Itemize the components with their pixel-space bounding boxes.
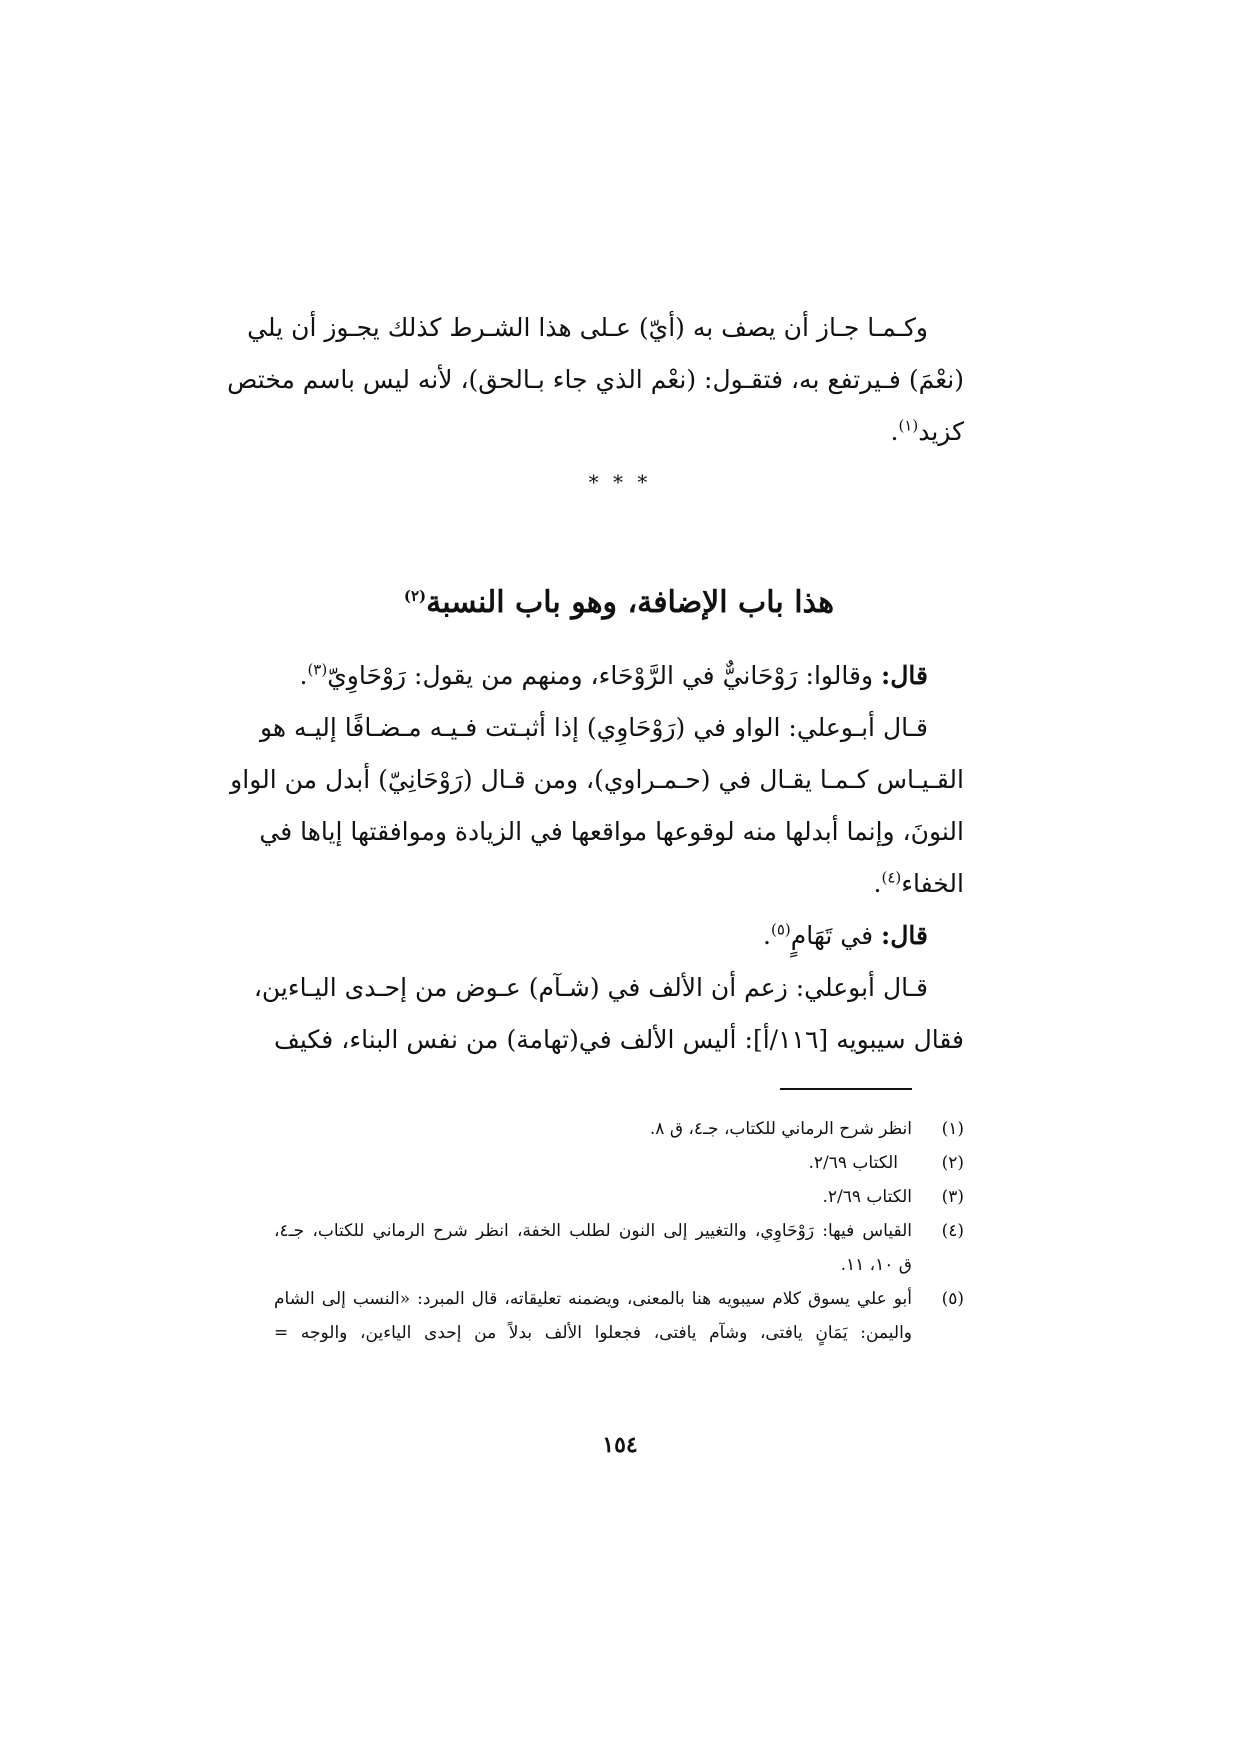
paragraph-line: وكـمـا جـاز أن يصف به (أيّ) عـلى هذا الشـرط كذلك يجـوز أن يلي (247, 313, 928, 342)
qala-line (274, 910, 964, 962)
qala-label: قال: (881, 921, 928, 950)
paragraph-line: قـال أبوعلي: زعم أن الألف في (شـآم) عـوض من إحـدى اليـاءين، (253, 973, 928, 1002)
paragraph-line: النونَ، وإنما أبدلها منه لوقوعها مواقعها في الزيادة وموافقتها إياها في (259, 817, 964, 846)
paragraph-line: القـيـاس كـمـا يقـال في (حـمـراوي)، ومن قـال (رَوْحَانِيّ) أبدل من الواو (230, 765, 964, 794)
page-number: ١٥٤ (602, 1432, 638, 1458)
footnote (274, 1282, 964, 1350)
paragraph-line: قـال أبـوعلي: الواو في (رَوْحَاوِي) إذا أثبـتت فـيـه مـضـافًا إليـه هو (259, 713, 928, 742)
footnote-number: (٢) (941, 1153, 964, 1173)
footnote-ref: (٣) (307, 660, 328, 679)
section-body (230, 650, 964, 1066)
paragraph-line-text: كزيد (918, 417, 964, 446)
paragraph-1 (227, 302, 964, 458)
footnote-body (274, 1180, 912, 1214)
footnote-divider (780, 1088, 912, 1090)
footnote-ref: (٢) (403, 587, 427, 605)
line-end: . (299, 661, 308, 690)
qala-label: قال: (881, 661, 928, 690)
footnote-text: أبو علي يسوق كلام سيبويه هنا بالمعنى، ويضمنه تعليقاته، قال المبرد: «النسب إلى الشام (274, 1289, 912, 1309)
footnote-number: (٥) (941, 1289, 964, 1309)
paragraph-line (274, 406, 964, 458)
paragraph-line (274, 858, 964, 910)
paragraph-line-text: الخفاء (901, 869, 964, 898)
footnote (274, 1214, 964, 1282)
qala-text: وقالوا: رَوْحَانيٌّ في الرَّوْحَاء، ومنهم من يقول: رَوْحَاوِيّ (327, 661, 874, 690)
section-separator: * * * (588, 470, 652, 494)
footnote (274, 1112, 964, 1146)
footnote-number: (١) (941, 1119, 964, 1139)
footnote-body (274, 1282, 912, 1350)
footnote-ref: (٤) (881, 868, 902, 887)
footnotes (274, 1112, 964, 1350)
line-end: . (873, 869, 882, 898)
footnote-text: القياس فيها: رَوْحَاوِي، والتغيير إلى النون لطلب الخفة، انظر شرح الرماني للكتاب، جـ٤، (274, 1221, 912, 1241)
qala-line (274, 650, 964, 702)
footnote-body (274, 1214, 912, 1282)
footnote-number: (٤) (941, 1221, 964, 1241)
footnote (274, 1146, 964, 1180)
footnote-ref: (١) (898, 416, 919, 435)
line-end: . (763, 921, 771, 950)
footnote-text: الكتاب ٢/٦٩. (808, 1153, 898, 1173)
paragraph-line: (نعْمَ) فـيرتفع به، فتقـول: (نعْم الذي جاء بـالحق)، لأنه ليس باسم مختص (227, 365, 964, 394)
line-end: . (890, 417, 899, 446)
footnote-number: (٣) (941, 1187, 964, 1207)
chapter-heading (274, 585, 964, 620)
paragraph-line: فقال سيبويه [١١٦/أ]: أليس الألف في(تهامة) من نفس البناء، فكيف (274, 1025, 964, 1054)
qala-text: في تَهَامٍ (790, 921, 874, 950)
footnote-body (274, 1146, 912, 1180)
footnote-text: انظر شرح الرماني للكتاب، جـ٤، ق ٨. (649, 1119, 912, 1139)
footnote-text: واليمن: يَمَانٍ يافتى، وشآم يافتى، فجعلوا الألف بدلاً من إحدى الياءين، والوجه = (274, 1323, 912, 1343)
footnote-body (274, 1112, 912, 1146)
footnote-ref: (٥) (770, 920, 791, 939)
chapter-heading-text: هذا باب الإضافة، وهو باب النسبة (426, 585, 835, 620)
footnote-text: ق ١٠، ١١. (840, 1255, 912, 1275)
footnote-text: الكتاب ٢/٦٩. (822, 1187, 912, 1207)
footnote (274, 1180, 964, 1214)
